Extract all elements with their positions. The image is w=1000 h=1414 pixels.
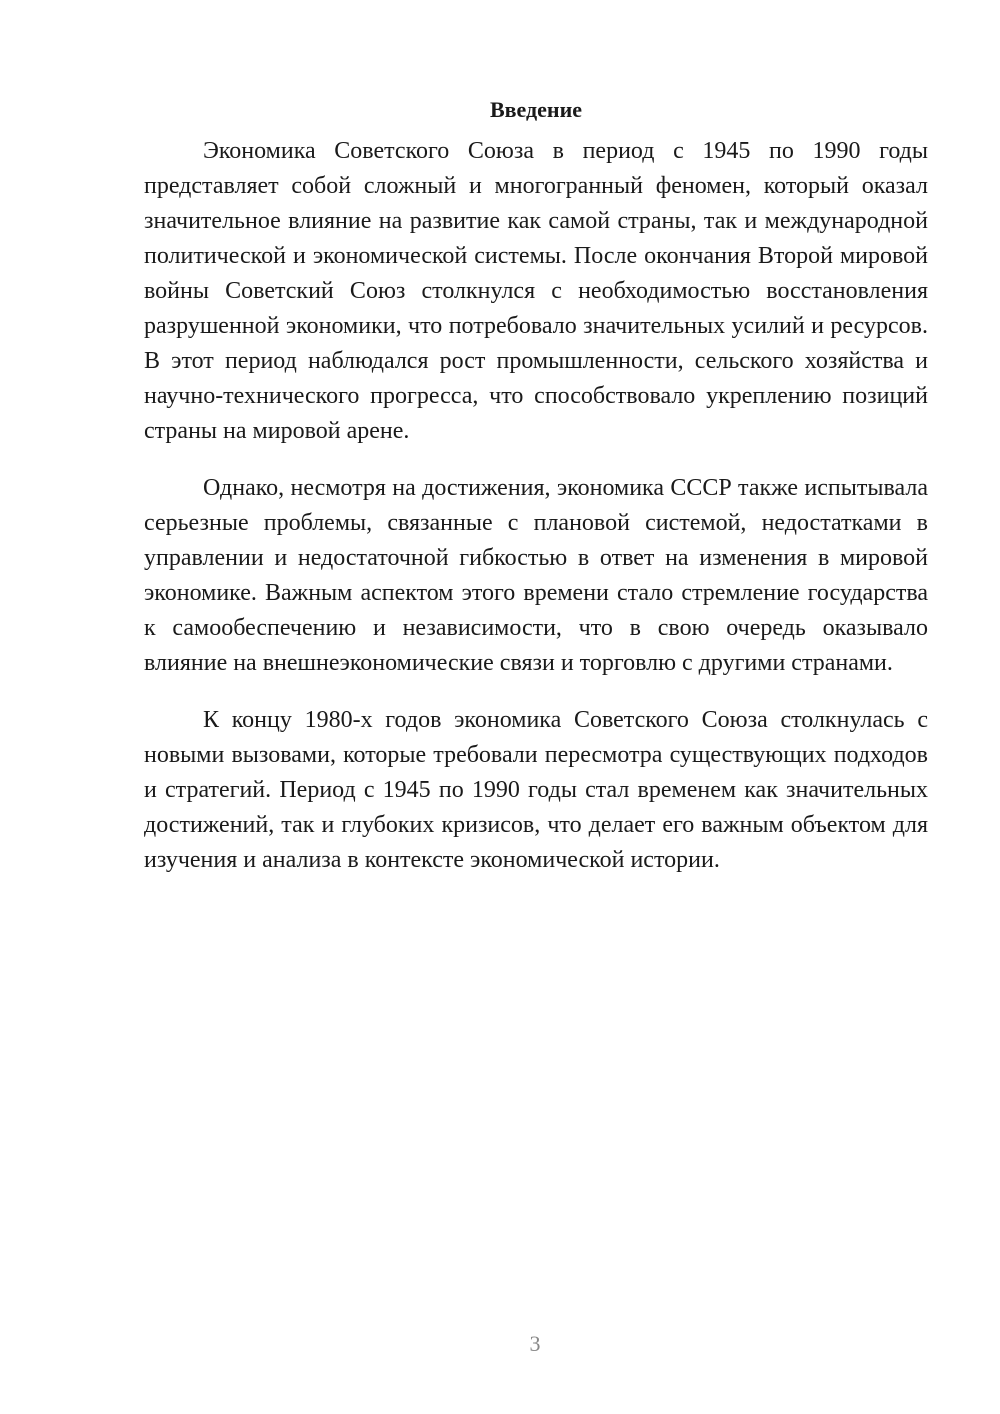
paragraph-2: Однако, несмотря на достижения, экономика СССР также испытывала серьезные проблемы, связанные с плановой системой, недостатками в управлении и недостаточной гибкостью в ответ на изменения в мировой экономике. Важным аспектом этого времени стало стремление государства к самообеспечению и независимости, что в свою очередь оказывало влияние на внешнеэкономические связи и торговлю с другими странами. [144, 475, 928, 676]
section-heading: Введение [489, 97, 583, 122]
page-number: 3 [529, 1331, 541, 1356]
page-content [144, 92, 928, 900]
paragraph-1: Экономика Советского Союза в период с 1945 по 1990 годы представляет собой сложный и многогранный феномен, который оказал значительное влияние на развитие как самой страны, так и международной политической и экономической системы. После окончания Второй мировой войны Советский Союз столкнулся с необходимостью восстановления разрушенной экономики, что потребовало значительных усилий и ресурсов. В этот период наблюдался рост промышленности, сельского хозяйства и научно-технического прогресса, что способствовало укреплению позиций страны на мировой арене. [144, 138, 928, 444]
paragraph-3: К концу 1980-х годов экономика Советского Союза столкнулась с новыми вызовами, которые требовали пересмотра существующих подходов и стратегий. Период с 1945 по 1990 годы стал временем как значительных достижений, так и глубоких кризисов, что делает его важным объектом для изучения и анализа в контексте экономической истории. [144, 707, 928, 873]
